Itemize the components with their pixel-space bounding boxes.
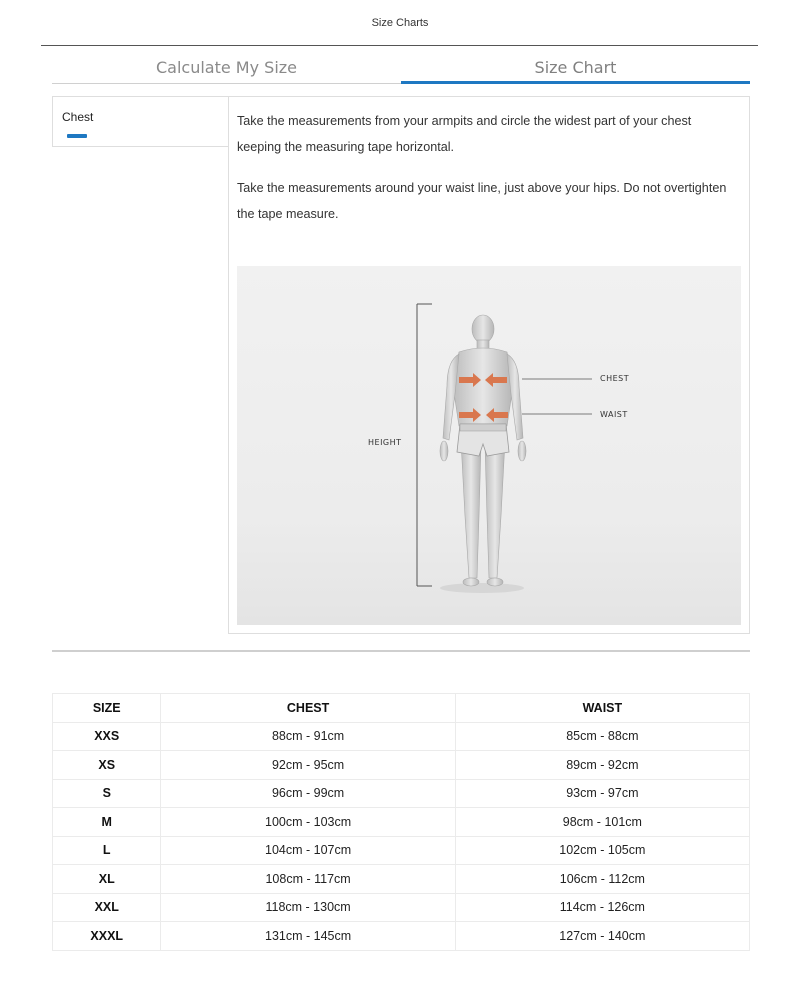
table-row (53, 893, 750, 922)
size-cell: M (53, 808, 161, 837)
chest-cell: 108cm - 117cm (161, 865, 455, 894)
mannequin-illustration (237, 266, 741, 625)
chest-cell: 96cm - 99cm (161, 779, 455, 808)
measurement-nav (52, 96, 228, 147)
waist-cell: 127cm - 140cm (455, 922, 749, 951)
tab-calculate-my-size[interactable]: Calculate My Size (52, 56, 401, 84)
size-cell: L (53, 836, 161, 865)
waist-cell: 102cm - 105cm (455, 836, 749, 865)
waist-cell: 85cm - 88cm (455, 722, 749, 751)
waist-cell: 98cm - 101cm (455, 808, 749, 837)
chest-cell: 100cm - 103cm (161, 808, 455, 837)
size-cell: XXL (53, 893, 161, 922)
waist-label: WAIST (600, 410, 628, 419)
chest-cell: 118cm - 130cm (161, 893, 455, 922)
size-cell: XXXL (53, 922, 161, 951)
height-ruler (417, 304, 432, 586)
tab-bar (52, 56, 750, 83)
chest-cell: 131cm - 145cm (161, 922, 455, 951)
height-label: HEIGHT (368, 438, 402, 447)
column-header-size: SIZE (53, 694, 161, 723)
size-table (52, 693, 750, 951)
chest-cell: 88cm - 91cm (161, 722, 455, 751)
measurement-instructions (228, 96, 750, 634)
measurement-figure (237, 266, 741, 625)
column-header-chest: CHEST (161, 694, 455, 723)
table-header-row (53, 694, 750, 723)
table-row (53, 836, 750, 865)
chest-instructions: Take the measurements from your armpits and circle the widest part of your chest keeping the measuring tape horizontal. (237, 114, 692, 154)
table-row (53, 779, 750, 808)
header-divider (41, 45, 758, 46)
chest-label: CHEST (600, 374, 630, 383)
size-cell: XL (53, 865, 161, 894)
active-indicator (67, 134, 87, 138)
column-header-waist: WAIST (455, 694, 749, 723)
page-title: Size Charts (371, 17, 429, 29)
size-cell: XS (53, 751, 161, 780)
waist-cell: 114cm - 126cm (455, 893, 749, 922)
chest-cell: 92cm - 95cm (161, 751, 455, 780)
table-row (53, 751, 750, 780)
chest-cell: 104cm - 107cm (161, 836, 455, 865)
waist-cell: 106cm - 112cm (455, 865, 749, 894)
table-row (53, 722, 750, 751)
waist-cell: 89cm - 92cm (455, 751, 749, 780)
table-row (53, 922, 750, 951)
mannequin (440, 315, 526, 586)
size-cell: XXS (53, 722, 161, 751)
tab-size-chart[interactable]: Size Chart (401, 56, 750, 84)
size-cell: S (53, 779, 161, 808)
table-row (53, 865, 750, 894)
waist-instructions: Take the measurements around your waist line, just above your hips. Do not overtighten the tape measure. (237, 181, 727, 221)
waist-cell: 93cm - 97cm (455, 779, 749, 808)
table-row (53, 808, 750, 837)
nav-item-chest[interactable]: Chest (62, 110, 94, 124)
section-divider (52, 650, 750, 652)
